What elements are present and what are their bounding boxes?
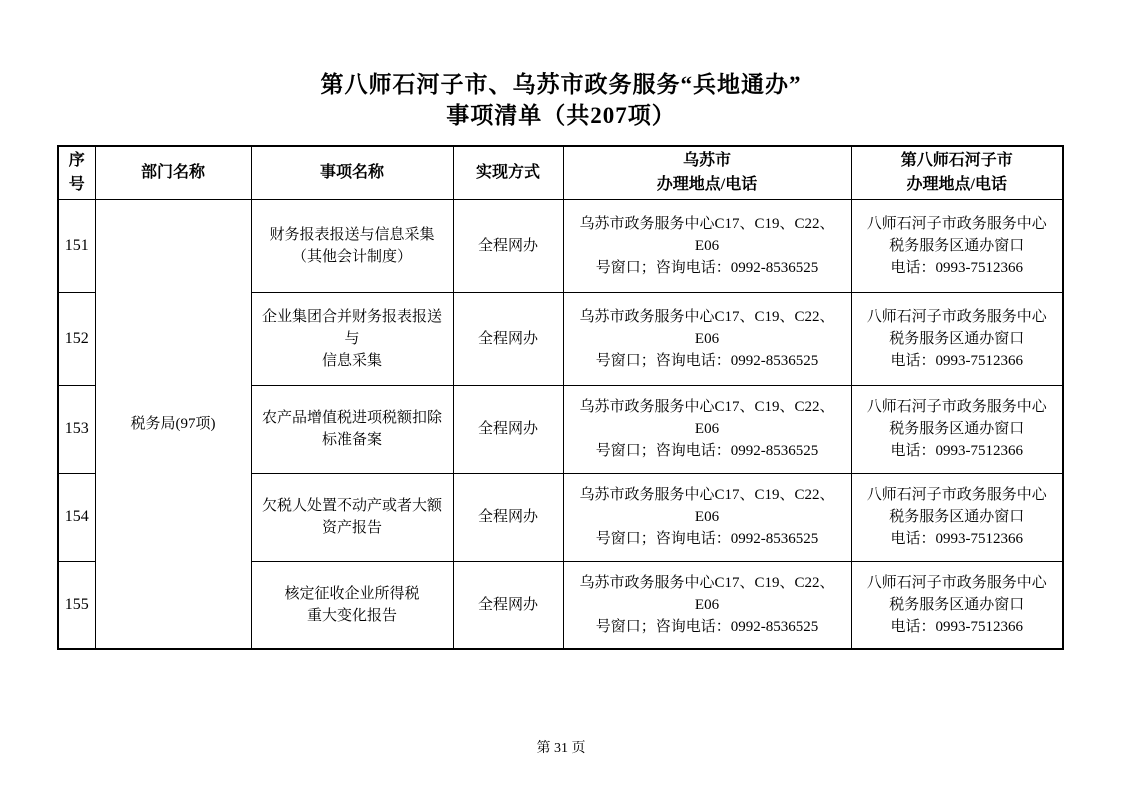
shihezi-line3: 电话：0993-7512366 [890, 443, 1023, 459]
shihezi-line1: 八师石河子市政务服务中心 [866, 574, 1047, 591]
table-row [58, 199, 1063, 292]
shihezi-line1: 八师石河子市政务服务中心 [866, 308, 1047, 325]
item-line1: 财务报表报送与信息采集 [269, 226, 435, 243]
header-wusu-line1: 乌苏市 [682, 151, 731, 169]
wusu-line2: 号窗口；咨询电话：0992-8536525 [595, 618, 819, 635]
cell-dept-merged: 税务局(97项) [95, 199, 251, 649]
cell-shihezi [851, 473, 1063, 561]
title-line-2: 事项清单（共207项） [446, 103, 676, 128]
wusu-line1: 乌苏市政务服务中心C17、C19、C22、E06 [579, 399, 835, 437]
cell-item [251, 561, 453, 649]
header-wusu [563, 146, 851, 199]
header-seq: 序号 [58, 146, 95, 199]
shihezi-line2: 税务服务区通办窗口 [889, 330, 1025, 347]
wusu-line2: 号窗口；咨询电话：0992-8536525 [595, 443, 819, 459]
cell-seq: 153 [58, 385, 95, 473]
cell-item [251, 292, 453, 385]
table-header-row [58, 146, 1063, 199]
cell-wusu [563, 561, 851, 649]
header-shihezi [851, 146, 1063, 199]
page-number: 第 31 页 [536, 741, 586, 756]
cell-wusu [563, 199, 851, 292]
cell-shihezi [851, 292, 1063, 385]
shihezi-line2: 税务服务区通办窗口 [889, 596, 1025, 613]
cell-wusu [563, 385, 851, 473]
cell-wusu [563, 473, 851, 561]
header-item: 事项名称 [251, 146, 453, 199]
item-line2: 信息采集 [321, 352, 382, 369]
shihezi-line1: 八师石河子市政务服务中心 [866, 215, 1047, 232]
cell-shihezi [851, 561, 1063, 649]
cell-method: 全程网办 [453, 385, 563, 473]
cell-seq: 152 [58, 292, 95, 385]
cell-item [251, 199, 453, 292]
cell-seq: 154 [58, 473, 95, 561]
item-line2: （其他会计制度） [291, 248, 412, 265]
shihezi-line1: 八师石河子市政务服务中心 [866, 487, 1047, 503]
item-line1: 企业集团合并财务报表报送与 [261, 308, 442, 347]
cell-seq: 155 [58, 561, 95, 649]
wusu-line1: 乌苏市政务服务中心C17、C19、C22、E06 [579, 487, 835, 525]
wusu-line1: 乌苏市政务服务中心C17、C19、C22、E06 [579, 574, 835, 613]
wusu-line2: 号窗口；咨询电话：0992-8536525 [595, 259, 819, 276]
item-line1: 欠税人处置不动产或者大额 [261, 498, 442, 514]
cell-shihezi [851, 385, 1063, 473]
header-shihezi-line2: 办理地点/电话 [906, 175, 1007, 193]
wusu-line1: 乌苏市政务服务中心C17、C19、C22、E06 [579, 308, 835, 347]
wusu-line2: 号窗口；咨询电话：0992-8536525 [595, 352, 819, 369]
cell-item [251, 385, 453, 473]
cell-method: 全程网办 [453, 561, 563, 649]
shihezi-line1: 八师石河子市政务服务中心 [866, 399, 1047, 415]
shihezi-line3: 电话：0993-7512366 [890, 259, 1023, 276]
item-line1: 核定征收企业所得税 [284, 585, 420, 602]
shihezi-line3: 电话：0993-7512366 [890, 618, 1023, 635]
wusu-line2: 号窗口；咨询电话：0992-8536525 [595, 531, 819, 547]
cell-shihezi [851, 199, 1063, 292]
document-title [0, 69, 1122, 131]
header-shihezi-line1: 第八师石河子市 [900, 151, 1013, 169]
shihezi-line2: 税务服务区通办窗口 [889, 237, 1025, 254]
item-line2: 重大变化报告 [306, 607, 397, 624]
cell-wusu [563, 292, 851, 385]
service-items-table [57, 145, 1064, 650]
item-line1: 农产品增值税进项税额扣除 [261, 410, 442, 426]
shihezi-line2: 税务服务区通办窗口 [889, 509, 1025, 525]
cell-method: 全程网办 [453, 199, 563, 292]
title-line-1: 第八师石河子市、乌苏市政务服务“兵地通办” [320, 72, 802, 97]
cell-item [251, 473, 453, 561]
shihezi-line3: 电话：0993-7512366 [890, 531, 1023, 547]
shihezi-line3: 电话：0993-7512366 [890, 352, 1023, 369]
item-line2: 标准备案 [321, 432, 382, 448]
cell-method: 全程网办 [453, 292, 563, 385]
header-dept: 部门名称 [95, 146, 251, 199]
cell-seq: 151 [58, 199, 95, 292]
header-method: 实现方式 [453, 146, 563, 199]
wusu-line1: 乌苏市政务服务中心C17、C19、C22、E06 [579, 215, 835, 254]
shihezi-line2: 税务服务区通办窗口 [889, 421, 1025, 437]
cell-method: 全程网办 [453, 473, 563, 561]
header-wusu-line2: 办理地点/电话 [656, 175, 758, 193]
item-line2: 资产报告 [321, 520, 382, 536]
